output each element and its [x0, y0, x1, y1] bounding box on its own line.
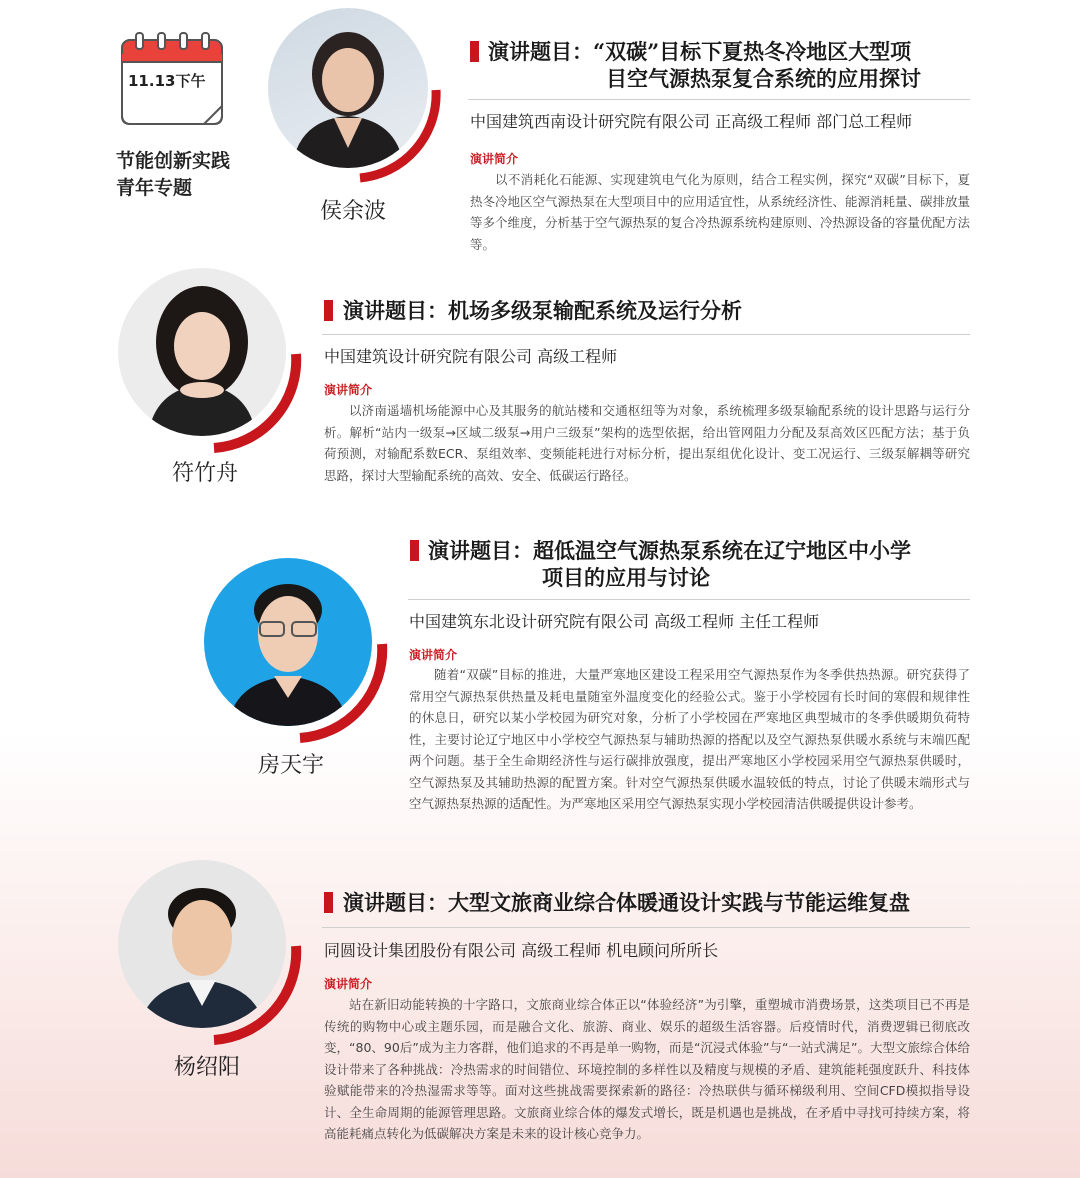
title-marker — [410, 540, 419, 561]
divider — [322, 334, 970, 335]
talk-title-prefix: 演讲题目： — [428, 538, 533, 563]
session-label-line1: 节能创新实践 — [116, 150, 231, 172]
speaker-name: 房天宇 — [258, 753, 325, 778]
talk-title — [428, 537, 973, 591]
calendar-date-label: 11.13下午 — [128, 72, 206, 90]
talk-intro: 以不消耗化石能源、实现建筑电气化为原则，结合工程实例，探究“双碳”目标下，夏热冬冷地区空气源热泵在大型项目中的应用适宜性，从系统经济性、能源消耗量、碳排放量等多个维度，分析基于空气源热泵的复合冷热源系统构建原则、冷热源设备的容量优配方法等。 — [470, 172, 971, 252]
speaker-photo — [204, 558, 372, 726]
intro-label: 演讲简介 — [470, 152, 519, 166]
talk-title-prefix: 演讲题目： — [343, 298, 448, 323]
talk-title-line1: “双碳”目标下夏热冬冷地区大型项 — [593, 39, 912, 64]
speaker-name: 侯余波 — [320, 199, 387, 224]
title-marker — [470, 41, 479, 62]
talk-title-line1: 机场多级泵输配系统及运行分析 — [448, 298, 742, 323]
speaker-affiliation: 中国建筑设计研究院有限公司 高级工程师 — [324, 347, 618, 366]
speaker-affiliation: 同圆设计集团股份有限公司 高级工程师 机电顾问所所长 — [324, 941, 719, 960]
talk-title — [343, 889, 983, 916]
title-marker — [324, 892, 333, 913]
talk-intro: 站在新旧动能转换的十字路口，文旅商业综合体正以“体验经济”为引擎，重塑城市消费场景，这类项目已不再是传统的购物中心或主题乐园，而是融合文化、旅游、商业、娱乐的超级生活容器。后疫情时代，消费逻辑已彻底改变，“80、90后”成为主力客群，他们追求的不再是单一购物，而是“沉浸式体验”与“一站式满足”。大型文旅综合体给设计带来了各种挑战：冷热需求的时间错位、环境控制的多样性以及精度与规模的矛盾、建筑能耗强度跃升、科技体验赋能带来的冷热湿需求等等。面对这些挑战需要探索新的路径：冷热联供与循环梯级利用、空间CFD模拟指导设计、全生命周期的能源管理思路。文旅商业综合体的爆发式增长，既是机遇也是挑战，在矛盾中寻找可持续方案，将高能耗痛点转化为低碳解决方案是未来的设计核心竞争力。 — [324, 997, 970, 1141]
speaker-photo — [118, 268, 286, 436]
session-label-line2: 青年专题 — [116, 177, 193, 199]
speaker-photo — [118, 860, 286, 1028]
divider — [322, 927, 970, 928]
talk-title-line1: 超低温空气源热泵系统在辽宁地区中小学 — [533, 538, 911, 563]
speaker-affiliation: 中国建筑东北设计研究院有限公司 高级工程师 主任工程师 — [409, 612, 820, 631]
talk-title-prefix: 演讲题目： — [488, 39, 593, 64]
divider — [468, 99, 970, 100]
intro-label: 演讲简介 — [324, 977, 373, 991]
speaker-name: 符竹舟 — [172, 461, 239, 486]
speaker-name: 杨绍阳 — [174, 1055, 241, 1080]
talk-title-line2: 项目的应用与讨论 — [542, 565, 710, 590]
intro-label: 演讲简介 — [409, 648, 458, 662]
talk-intro: 以济南遥墙机场能源中心及其服务的航站楼和交通枢纽等为对象，系统梳理多级泵输配系统的设计思路与运行分析。解析“站内一级泵→区域二级泵→用户三级泵”架构的选型依据，给出管网阻力分配及泵高效区匹配方法；基于负荷预测，对输配系数ECR、泵组效率、变频能耗进行对标分析，提出泵组优化设计、变工况运行、三级泵解耦等研究思路，探讨大型输配系统的高效、安全、低碳运行路径。 — [324, 403, 970, 483]
divider — [408, 599, 970, 600]
talk-title-line1: 大型文旅商业综合体暖通设计实践与节能运维复盘 — [448, 890, 910, 915]
session-label — [116, 148, 230, 202]
talk-title — [488, 38, 978, 92]
title-marker — [324, 300, 333, 321]
talk-title — [343, 297, 973, 324]
speaker-affiliation: 中国建筑西南设计研究院有限公司 正高级工程师 部门总工程师 — [470, 112, 913, 131]
speaker-photo — [268, 8, 428, 168]
talk-title-prefix: 演讲题目： — [343, 890, 448, 915]
talk-intro: 随着“双碳”目标的推进，大量严寒地区建设工程采用空气源热泵作为冬季供热热源。研究获得了常用空气源热泵供热量及耗电量随室外温度变化的经验公式。鉴于小学校园有长时间的寒假和规律性的休息日，研究以某小学校园为研究对象，分析了小学校园在严寒地区典型城市的冬季供暖期负荷特性，主要讨论辽宁地区中小学校空气源热泵与辅助热源的搭配以及空气源热泵供暖水系统与末端匹配两个问题。基于全生命期经济性与运行碳排放强度，提出严寒地区小学校园采用空气源热泵供暖时，空气源热泵及其辅助热源的配置方案。针对空气源热泵供暖水温较低的特点，讨论了供暖末端形式与空气源热泵热源的适配性。为严寒地区采用空气源热泵实现小学校园清洁供暖提供设计参考。 — [409, 667, 970, 811]
intro-label: 演讲简介 — [324, 383, 373, 397]
talk-title-line2: 目空气源热泵复合系统的应用探讨 — [606, 66, 921, 91]
